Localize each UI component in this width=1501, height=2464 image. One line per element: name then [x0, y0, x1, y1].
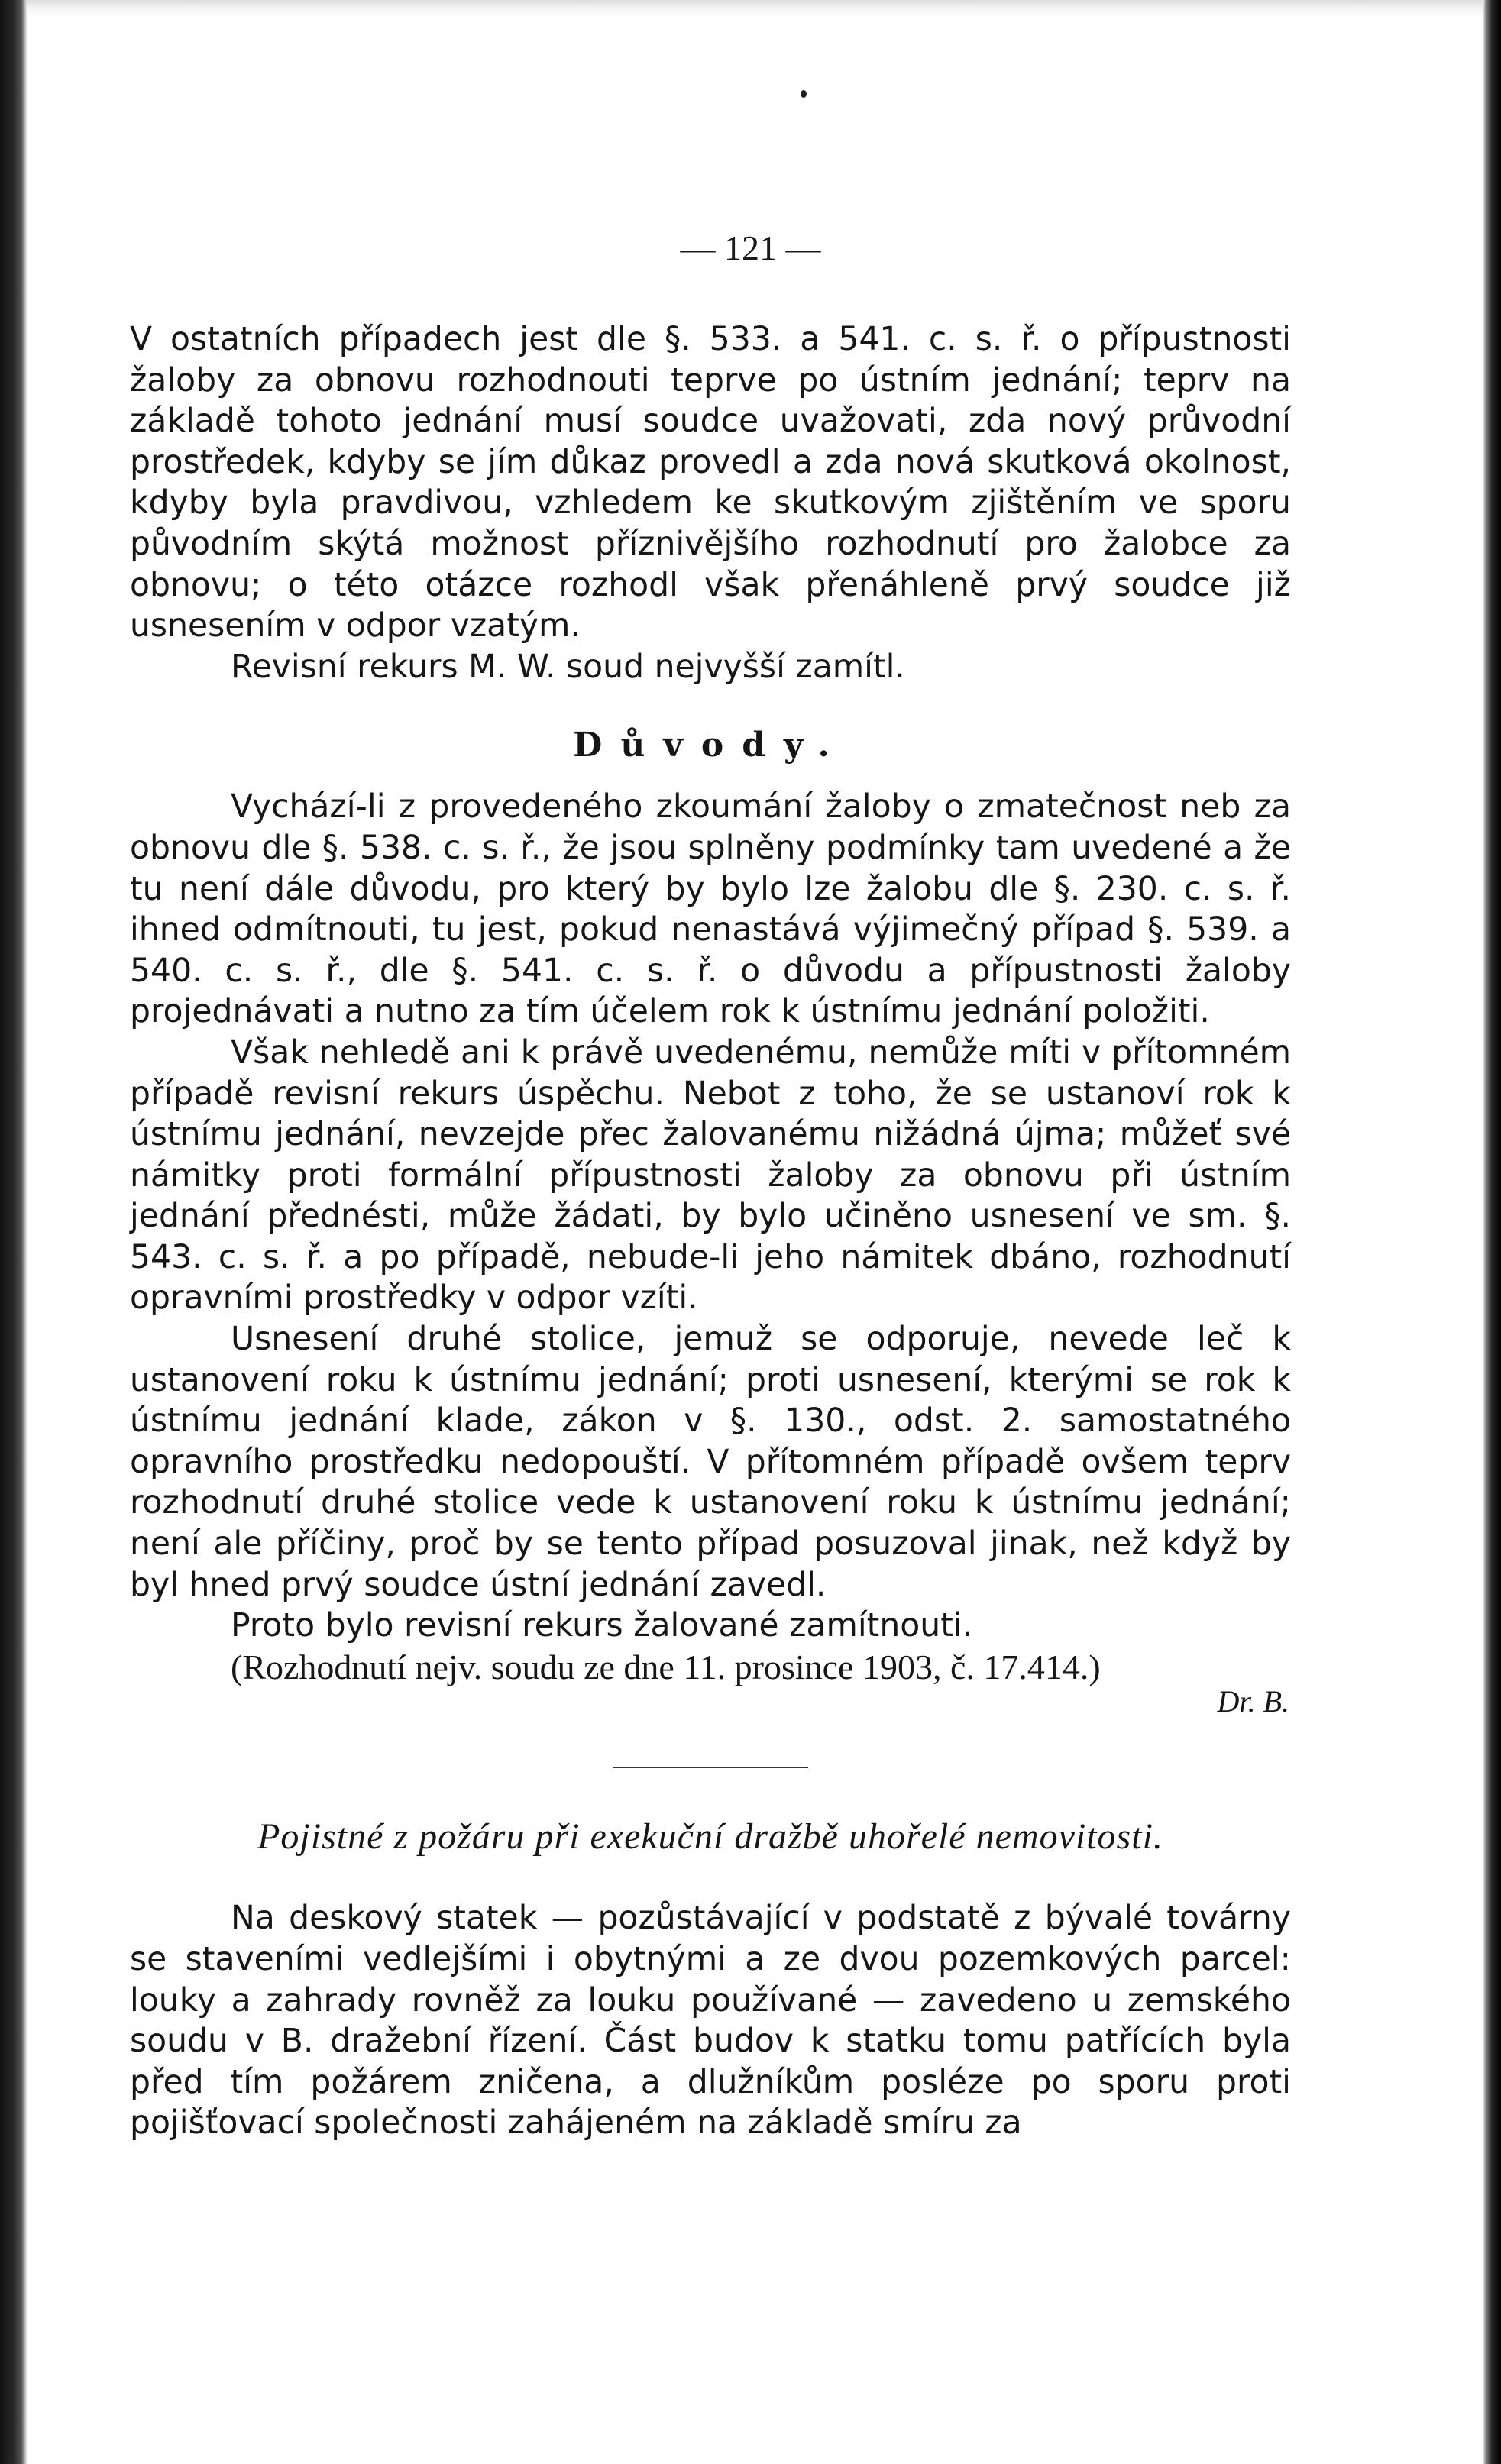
- ink-speck: [801, 90, 807, 98]
- author-signature: Dr. B.: [1217, 1684, 1289, 1719]
- separator-rule: [613, 1767, 808, 1768]
- paragraph: Proto bylo revisní rekurs žalované zamítnouti.: [231, 1607, 973, 1645]
- paragraph: Revisní rekurs M. W. soud nejvyšší zamítl.: [231, 648, 905, 686]
- paragraph: Na deskový statek — pozůstávající v podstatě z bývalé továrny se staveními vedlejšími i obytnými a ze dvou pozemkových parcel: louky a zahrady rovněž za louku používané — zavedeno u zemského soudu v B. dražební řízení. Část budov k statku tomu patřících byla před tím požárem zničena, a dlužníkům posléze po sporu proti pojišťovací společnosti zahájeném na základě smíru za: [130, 1900, 1291, 2142]
- right-scan-edge: [1483, 0, 1501, 2464]
- top-scan-shadow: [27, 0, 1483, 18]
- paragraph: Usnesení druhé stolice, jemuž se odporuje, nevede leč k ustanovení roku k ústnímu jednání; proti usnesení, kterými se rok k ústnímu jednání klade, zákon v §. 130., odst. 2. samostatného opravního prostředku nedopouští. V přítomném případě ovšem teprv rozhodnutí druhé stolice vede k ustanovení roku k ústnímu jednání; není ale příčiny, proč by se tento případ posuzoval jinak, než když by byl hned prvý soudce ústní jednání zavedl.: [130, 1321, 1291, 1604]
- document-body: [130, 319, 1291, 2144]
- page-number: — 121 —: [680, 228, 821, 267]
- paragraph: Vychází-li z provedeného zkoumání žaloby o zmatečnost neb za obnovu dle §. 538. c. s. ř., že jsou splněny podmínky tam uvedené a že tu není dále důvodu, pro který by bylo lze žalobu dle §. 230. c. s. ř. ihned odmítnouti, tu jest, pokud nenastává výjimečný případ §. 539. a 540. c. s. ř., dle §. 541. c. s. ř. o důvodu a přípustnosti žaloby projednávati a nutno za tím účelem rok k ústnímu jednání položiti.: [130, 788, 1291, 1031]
- article-title: Pojistné z požáru při exekuční dražbě uhořelé nemovitosti.: [257, 1816, 1163, 1858]
- section-heading: Důvody.: [573, 726, 848, 765]
- paragraph: Však nehledě ani k právě uvedenému, nemůže míti v přítomném případě revisní rekurs úspěchu. Nebot z toho, že se ustanoví rok k ústnímu jednání, nevzejde přec žalovanému nižádná újma; můžeť své námitky proti formální přípustnosti žaloby za obnovu při ústním jednání přednésti, může žádati, by bylo učiněno usnesení ve sm. §. 543. c. s. ř. a po případě, nebude-li jeho námitek dbáno, rozhodnutí opravními prostředky v odpor vzíti.: [130, 1033, 1291, 1318]
- left-scan-edge: [0, 0, 27, 2464]
- paragraph: V ostatních případech jest dle §. 533. a 541. c. s. ř. o přípustnosti žaloby za obnovu rozhodnouti teprve po ústním jednání; teprv na základě tohoto jednání musí soudce uvažovati, zda nový průvodní prostředek, kdyby se jím důkaz provedl a zda nová skutková okolnost, kdyby byla pravdivou, vzhledem ke skutkovým zjištěním ve sporu původním skýtá možnost příznivějšího rozhodnutí pro žalobce za obnovu; o této otázce rozhodl však přenáhleně prvý soudce již usnesením v odpor vzatým.: [130, 321, 1291, 645]
- decision-citation: (Rozhodnutí nejv. soudu ze dne 11. prosince 1903, č. 17.414.): [231, 1647, 1101, 1686]
